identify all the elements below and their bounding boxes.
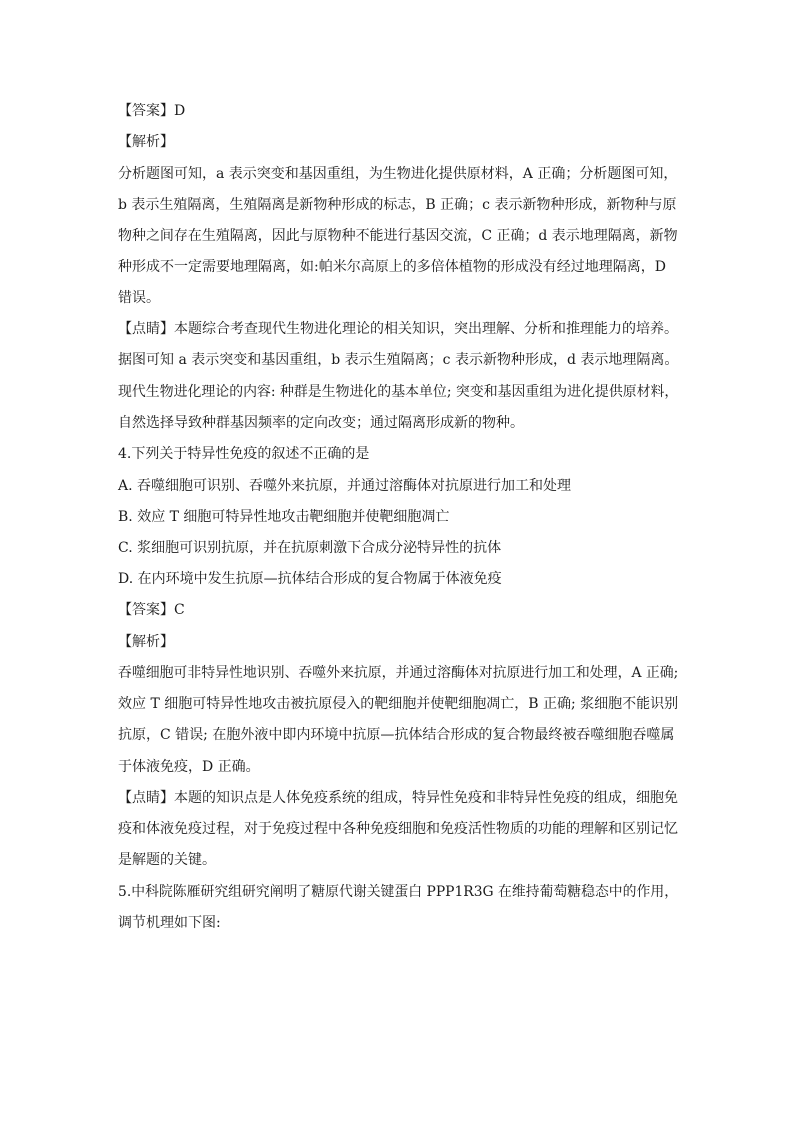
answer-label: 【答案】D — [118, 103, 186, 119]
comment-text-line: 【点睛】本题的知识点是人体免疫系统的组成，特异性免疫和非特异性免疫的组成，细胞免 — [118, 790, 678, 806]
question-4-option-c: C. 浆细胞可识别抗原，并在抗原刺激下合成分泌特异性的抗体 — [118, 540, 502, 556]
analysis-text-line: 抗原，C 错误; 在胞外液中即内环境中抗原—抗体结合形成的复合物最终被吞噬细胞吞噬属 — [118, 727, 675, 743]
question-4-option-a: A. 吞噬细胞可识别、吞噬外来抗原，并通过溶酶体对抗原进行加工和处理 — [118, 478, 572, 494]
comment-text-line: 据图可知 a 表示突变和基因重组，b 表示生殖隔离；c 表示新物种形成，d 表示地理隔离。 — [118, 352, 679, 368]
question-4-option-b: B. 效应 T 细胞可特异性地攻击靶细胞并使靶细胞凋亡 — [118, 509, 450, 525]
analysis-label: 【解析】 — [118, 634, 174, 650]
analysis-text-line: 吞噬细胞可非特异性地识别、吞噬外来抗原，并通过溶酶体对抗原进行加工和处理，A 正确; — [118, 665, 679, 681]
analysis-text-line: 分析题图可知，a 表示突变和基因重组，为生物进化提供原材料，A 正确；分析题图可知， — [118, 166, 678, 182]
analysis-text-line: 于体液免疫，D 正确。 — [118, 759, 260, 775]
question-5-stem: 调节机理如下图: — [118, 915, 221, 931]
analysis-label: 【解析】 — [118, 134, 174, 150]
question-4-option-d: D. 在内环境中发生抗原—抗体结合形成的复合物属于体液免疫 — [118, 571, 502, 587]
comment-text-line: 【点睛】本题综合考查现代生物进化理论的相关知识，突出理解、分析和推理能力的培养。 — [118, 321, 678, 337]
comment-text-line: 疫和体液免疫过程，对于免疫过程中各种免疫细胞和免疫活性物质的功能的理解和区别记忆 — [118, 821, 678, 837]
analysis-text-line: 错误。 — [118, 290, 160, 306]
analysis-text-line: b 表示生殖隔离，生殖隔离是新物种形成的标志，B 正确；c 表示新物种形成，新物种与原 — [118, 197, 677, 213]
question-5-stem: 5.中科院陈雁研究组研究阐明了糖原代谢关键蛋白 PPP1R3G 在维持葡萄糖稳态中的作用， — [118, 884, 679, 900]
comment-text-line: 是解题的关键。 — [118, 852, 216, 868]
question-4-stem: 4.下列关于特异性免疫的叙述不正确的是 — [118, 446, 370, 462]
analysis-text-line: 效应 T 细胞可特异性地攻击被抗原侵入的靶细胞并使靶细胞凋亡，B 正确; 浆细胞不能识别 — [118, 696, 679, 712]
comment-text-line: 现代生物进化理论的内容: 种群是生物进化的基本单位; 突变和基因重组为进化提供原材料， — [118, 384, 679, 400]
answer-label: 【答案】C — [118, 602, 185, 618]
analysis-text-line: 物种之间存在生殖隔离，因此与原物种不能进行基因交流，C 正确；d 表示地理隔离，新物 — [118, 228, 678, 244]
analysis-text-line: 种形成不一定需要地理隔离，如:帕米尔高原上的多倍体植物的形成没有经过地理隔离，D — [118, 259, 666, 275]
comment-text-line: 自然选择导致种群基因频率的定向改变；通过隔离形成新的物种。 — [118, 415, 524, 431]
